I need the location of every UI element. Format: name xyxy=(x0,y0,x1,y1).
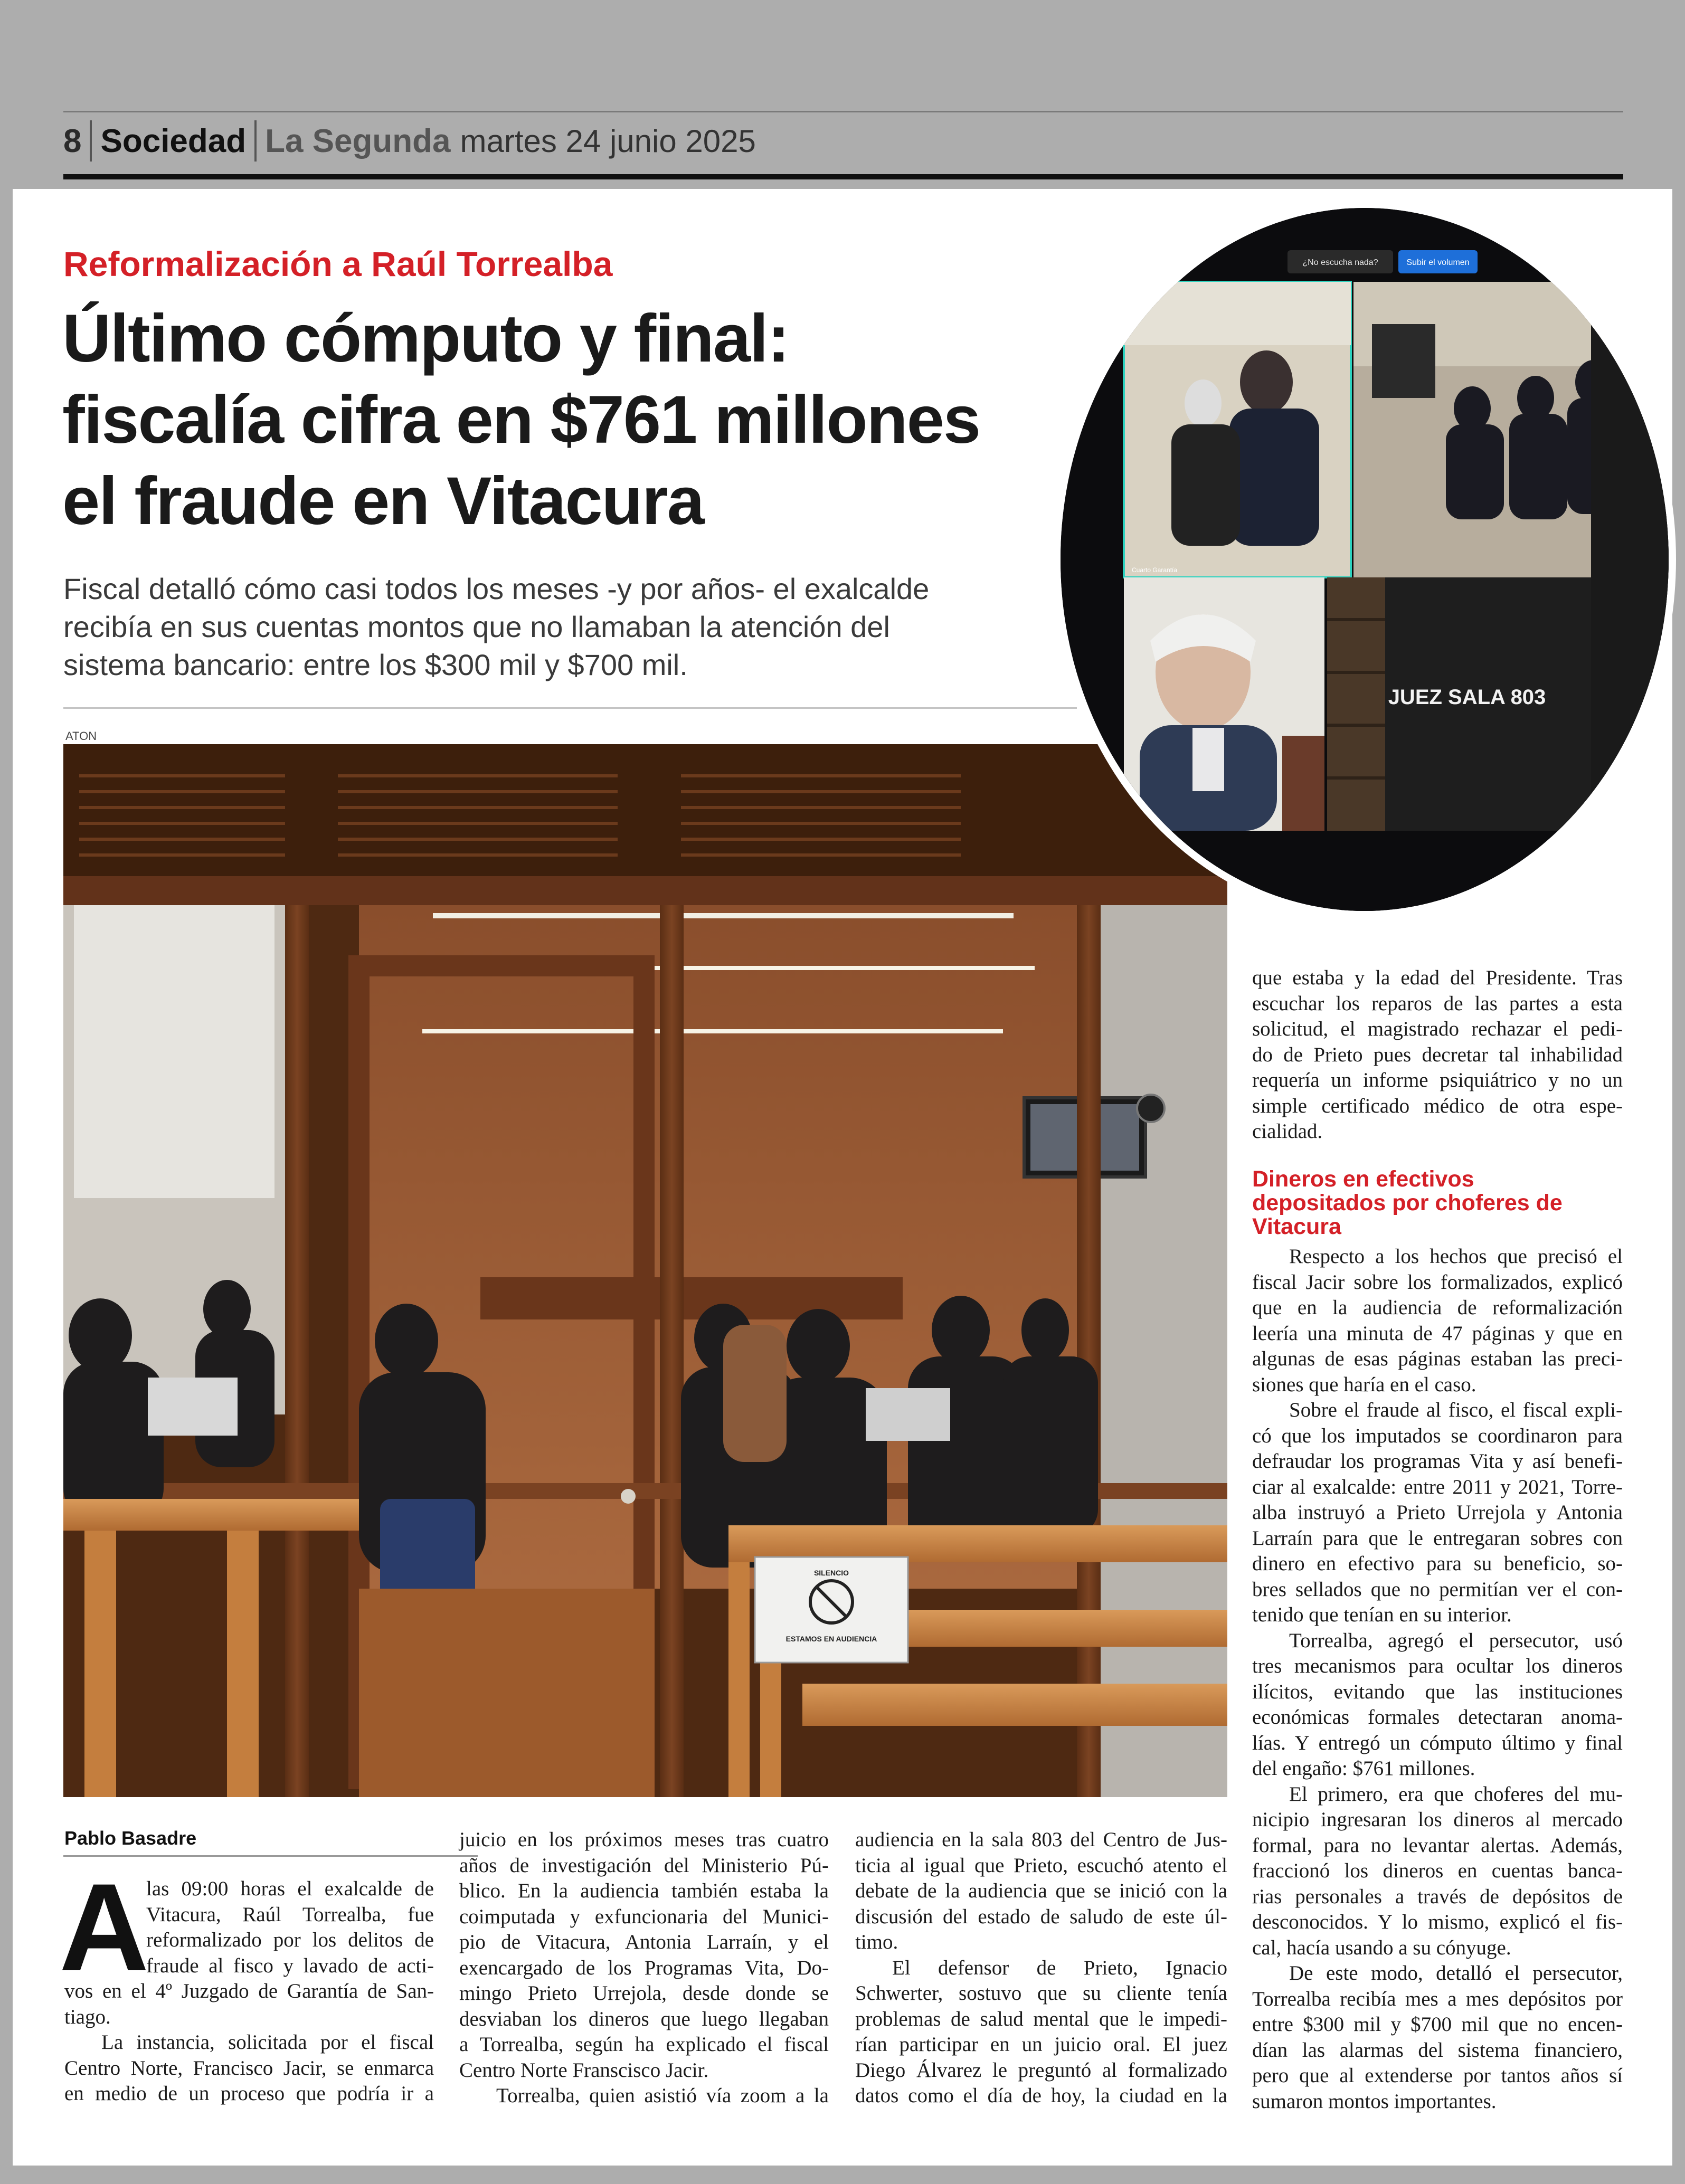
body-line: fraccionó los dineros en cuentas banca- xyxy=(1252,1859,1623,1882)
body-line: fiscal Jacir sobre los formalizados, explicó xyxy=(1252,1270,1623,1294)
screen-label-judge: JUEZ SALA 803 xyxy=(1388,686,1546,709)
body-line: audiencia en la sala 803 del Centro de Jus- xyxy=(855,1828,1227,1851)
body-line: leería una minuta de 47 páginas y que en xyxy=(1252,1322,1623,1345)
body-line: Sobre el fraude al fisco, el fiscal expli- xyxy=(1289,1399,1623,1421)
body-line: entre $300 mil y $700 mil que no encen- xyxy=(1252,2013,1623,2036)
title-line: el fraude en Vitacura xyxy=(62,463,704,539)
issue-date: martes 24 junio 2025 xyxy=(460,123,756,159)
body-line: Centro Norte, Francisco Jacir, se enmarca xyxy=(64,2056,434,2079)
sign-line2: ESTAMOS EN AUDIENCIA xyxy=(785,1635,877,1643)
body-line: discusión del estado de saludo de este úl- xyxy=(855,1905,1227,1928)
body-line: fraude al fisco y lavado de acti- xyxy=(146,1954,434,1977)
deck-line: recibía en sus cuentas montos que no llamaban la atención del xyxy=(63,610,890,643)
header-rule xyxy=(63,174,1623,179)
deck-line: sistema bancario: entre los $300 mil y $700 mil. xyxy=(63,648,688,681)
body-line: desviaban los dineros que luego llegaban xyxy=(459,2007,829,2030)
body-line: tres mecanismos para ocultar los dineros xyxy=(1252,1655,1623,1677)
body-line: Torrealba, agregó el persecutor, usó xyxy=(1289,1629,1623,1652)
body-line: bres sellados que no permitían ver el con- xyxy=(1252,1578,1623,1601)
body-line: El defensor de Prieto, Ignacio xyxy=(892,1956,1227,1979)
body-line: algunas de esas páginas estaban las preci- xyxy=(1252,1347,1623,1370)
body-line: problemas de salud mental que le impedi- xyxy=(855,2007,1227,2030)
byline-rule xyxy=(63,1855,478,1857)
body-line: De este modo, detalló el persecutor, xyxy=(1289,1962,1623,1984)
courtroom-photo xyxy=(63,744,1227,1797)
body-line: La instancia, solicitada por el fiscal xyxy=(101,2031,434,2054)
section-name: Sociedad xyxy=(100,122,247,159)
inset-illustration xyxy=(1061,208,1669,911)
body-line: desconocidos. Y lo mismo, explicó el fis- xyxy=(1252,1911,1623,1933)
body-line: defraudar los programas Vita y así benefi- xyxy=(1252,1450,1623,1473)
body-column-4-top xyxy=(1252,965,1623,1145)
body-column-4-bottom xyxy=(1252,1244,1623,2114)
subhead-line: Dineros en efectivos xyxy=(1252,1166,1474,1192)
header-divider xyxy=(254,120,257,162)
zoom-button-volume: Subir el volumen xyxy=(1406,258,1470,267)
body-line: pero que al extenderse por tantos años sí xyxy=(1252,2064,1623,2087)
body-line: pio de Vitacura, Antonia Larraín, y el xyxy=(459,1931,829,1953)
body-line: ilícitos, evitando que las instituciones xyxy=(1252,1680,1623,1703)
body-line: mingo Prieto Urrejola, desde donde se xyxy=(459,1982,829,2005)
article-kicker: Reformalización a Raúl Torrealba xyxy=(63,244,613,283)
body-line: escuchar los reparos de las partes a esta xyxy=(1252,992,1623,1015)
body-line: El primero, era que choferes del mu- xyxy=(1289,1782,1623,1806)
header-divider xyxy=(90,120,92,162)
deck-line: Fiscal detalló cómo casi todos los meses -y por años- el exalcalde xyxy=(63,572,930,605)
body-line: vos en el 4º Juzgado de Garantía de San- xyxy=(64,1980,434,2002)
body-line: nicipio ingresaran los dineros al mercado xyxy=(1252,1808,1623,1831)
page-header xyxy=(63,117,756,165)
body-line: requería un informe psiquiátrico y no un xyxy=(1252,1069,1623,1091)
header-top-rule xyxy=(63,111,1623,112)
body-line: ticia al igual que Prieto, escuchó atento el xyxy=(855,1854,1227,1877)
body-line: dinero en efectivo para su beneficio, so- xyxy=(1252,1552,1623,1575)
body-line: debate de la audiencia que se inició con la xyxy=(855,1879,1227,1902)
article-deck xyxy=(63,570,1093,684)
body-line: cialidad. xyxy=(1252,1120,1323,1143)
zoom-button-no-audio: ¿No escucha nada? xyxy=(1302,258,1378,267)
body-line: que en la audiencia de reformalización xyxy=(1252,1296,1623,1319)
body-line: alba instruyó a Prieto Urrejola y Antonia xyxy=(1252,1501,1623,1524)
body-line: Torrealba recibía mes a mes depósitos por xyxy=(1252,1987,1623,2010)
body-line: Respecto a los hechos que precisó el xyxy=(1289,1245,1623,1268)
subhead-line: depositados por choferes de xyxy=(1252,1190,1563,1216)
body-line: simple certificado médico de otra espe- xyxy=(1252,1094,1623,1117)
body-line: timo. xyxy=(855,1931,898,1953)
zoom-tile-label: Cuarto Garantía xyxy=(1132,566,1178,574)
body-line: exencargado de los Programas Vita, Do- xyxy=(459,1956,829,1979)
inset-photo-videoconference xyxy=(1053,201,1676,918)
title-line: Último cómputo y final: xyxy=(62,301,789,376)
body-line: tenido que tenían en su interior. xyxy=(1252,1603,1512,1626)
body-line: sumaron montos importantes. xyxy=(1252,2090,1497,2113)
body-line: Vitacura, Raúl Torrealba, fue xyxy=(146,1903,434,1926)
body-line: las 09:00 horas el exalcalde de xyxy=(146,1877,434,1900)
body-line: Centro Norte Franscisco Jacir. xyxy=(459,2058,709,2082)
body-line: rias personales a través de depósitos de xyxy=(1252,1885,1623,1908)
body-line: Torrealba, quien asistió vía zoom a la xyxy=(496,2084,829,2107)
newspaper-name: La Segunda xyxy=(265,122,451,159)
photo-credit: ATON xyxy=(65,729,97,743)
deck-rule xyxy=(63,707,1077,709)
body-line: económicas formales detectaran anoma- xyxy=(1252,1706,1623,1729)
courtroom-illustration xyxy=(63,744,1227,1797)
body-line: rían participar en un juicio oral. El juez xyxy=(855,2033,1227,2056)
body-line: del engaño: $761 millones. xyxy=(1252,1757,1475,1780)
body-line: juicio en los próximos meses tras cuatro xyxy=(459,1828,829,1851)
section-subhead xyxy=(1252,1167,1563,1239)
body-column-2 xyxy=(459,1827,829,2109)
body-column-3 xyxy=(855,1827,1227,2109)
body-line: Diego Álvarez le preguntó al formalizado xyxy=(855,2058,1227,2082)
body-line: coimputada y exfuncionaria del Munici- xyxy=(459,1905,829,1928)
article-title xyxy=(62,298,1118,542)
body-line: a Torrealba, según ha explicado el fiscal xyxy=(459,2033,829,2056)
body-line: do de Prieto pues decretar tal inhabilidad xyxy=(1252,1043,1623,1066)
body-line: ciar al exalcalde: entre 2011 y 2021, Torre- xyxy=(1252,1475,1623,1498)
body-line: blico. En la audiencia también estaba la xyxy=(459,1879,829,1902)
sign-line1: SILENCIO xyxy=(813,1569,849,1577)
title-line: fiscalía cifra en $761 millones xyxy=(62,382,980,458)
body-line: datos como el día de hoy, la ciudad en la xyxy=(855,2084,1227,2107)
body-line: dían las alarmas del sistema financiero, xyxy=(1252,2038,1623,2062)
body-line: Schwerter, sostuvo que su cliente tenía xyxy=(855,1982,1227,2005)
body-line: solicitud, el magistrado rechazar el pedi- xyxy=(1252,1018,1623,1040)
body-line: Larraín para que le entregaran sobres con xyxy=(1252,1526,1623,1550)
body-line: có que los imputados se coordinaron para xyxy=(1252,1424,1623,1447)
subhead-line: Vitacura xyxy=(1252,1214,1341,1239)
body-line: que estaba y la edad del Presidente. Tras xyxy=(1252,966,1623,989)
body-line: formal, para no levantar alertas. Además, xyxy=(1252,1834,1623,1857)
body-line: cal, hacía usando a su cónyuge. xyxy=(1252,1936,1511,1959)
drop-cap: A xyxy=(59,1858,149,1997)
body-line: reformalizado por los delitos de xyxy=(146,1929,434,1951)
body-line: siones que haría en el caso. xyxy=(1252,1373,1476,1396)
byline: Pablo Basadre xyxy=(64,1827,197,1849)
body-line: años de investigación del Ministerio Pú- xyxy=(459,1854,829,1877)
body-line: en medio de un proceso que podría ir a xyxy=(64,2082,434,2105)
page-number: 8 xyxy=(63,122,82,159)
body-line: lías. Y entregó un cómputo último y final xyxy=(1252,1731,1623,1754)
body-column-1 xyxy=(64,1876,434,2107)
body-line: tiago. xyxy=(64,2005,111,2028)
